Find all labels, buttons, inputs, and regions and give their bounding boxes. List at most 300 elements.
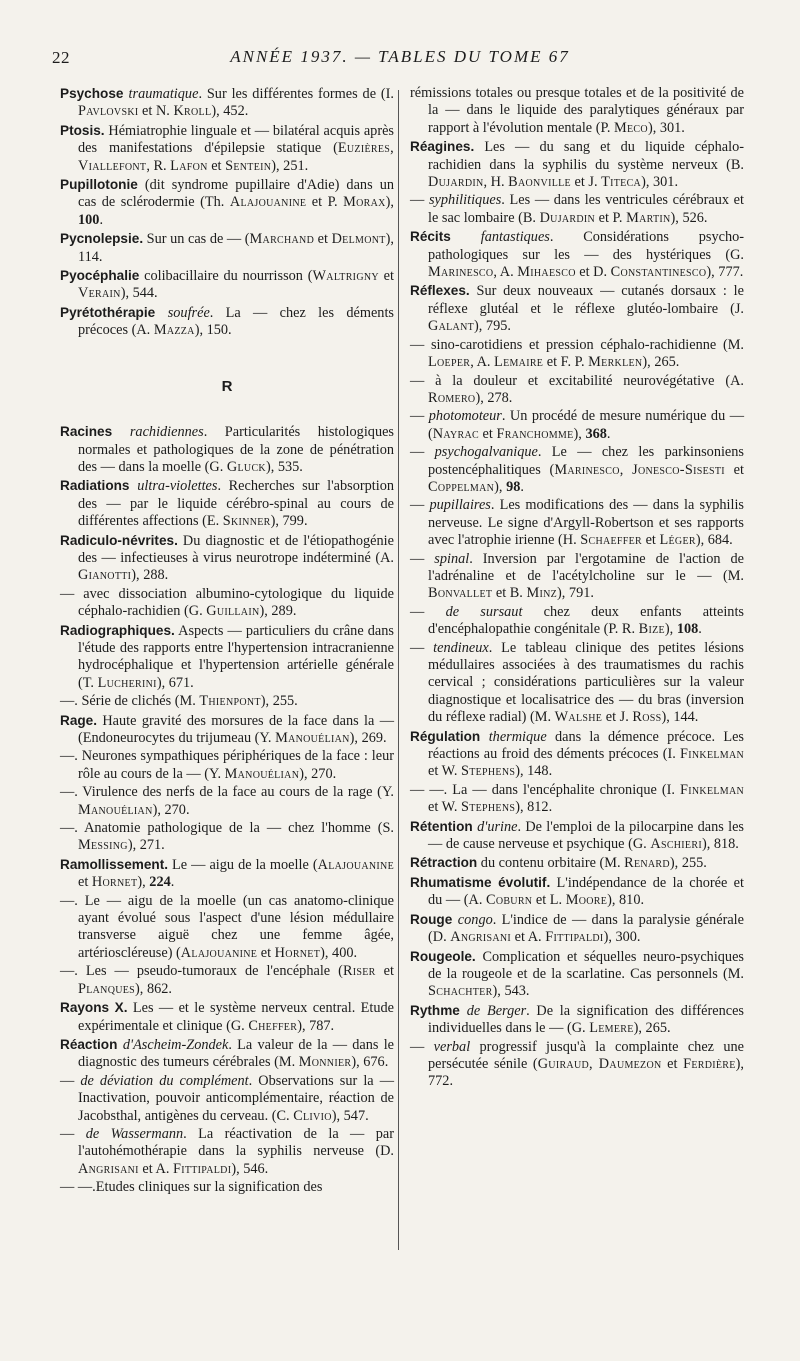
entry-heading: Rhumatisme évolutif.: [410, 874, 551, 890]
author-name: Fittipaldi: [172, 1160, 232, 1177]
entry-text: Sur un cas de — (: [143, 231, 250, 248]
entry-text: . De la signification des différences individuelles dans le — (G.: [428, 1002, 744, 1037]
entry-text: . Observations sur la — Inactivation, pouvoir anticomplémentaire, réaction de Jacobsthal, antigènes du cerveau. (C.: [78, 1072, 395, 1124]
author-name: Titeca: [601, 174, 642, 191]
author-name: Clivio: [293, 1107, 332, 1124]
entry-text: et: [378, 268, 394, 285]
entry-text: —: [60, 1072, 81, 1089]
entry-text: et D.: [575, 264, 611, 281]
author-name: Finkelman: [680, 746, 744, 763]
entry-text: ), 150.: [194, 322, 232, 339]
author-name: Lucherini: [97, 674, 157, 691]
author-name: Monnier: [298, 1054, 352, 1071]
author-name: Aschieri: [650, 836, 702, 853]
author-name: Cheffer: [248, 1017, 298, 1034]
entry-text: . L'indice de — dans la paralysie générale (D.: [428, 911, 744, 946]
entry-text: . Recherches sur l'absorption des — par le liquide cérébro-spinal au cours de différentes affections (E.: [78, 478, 395, 530]
author-name: Skinner: [222, 513, 271, 530]
entry-text: et B.: [492, 585, 527, 602]
entry-text: colibacillaire du nourrisson (: [139, 268, 313, 285]
author-name: Alajouanine: [317, 856, 394, 873]
entry-text: tendineux: [433, 639, 489, 656]
entry-text: thermique: [488, 728, 547, 745]
index-entry: [60, 748, 394, 783]
author-name: Marchand: [249, 231, 315, 248]
author-name: Nayrac: [432, 425, 479, 442]
entry-text: rachidiennes: [129, 424, 204, 441]
index-entry: [410, 282, 744, 335]
entry-heading: Racines: [60, 424, 130, 440]
entry-heading: Rougeole.: [410, 948, 476, 964]
entry-text: Les — du sang et du liquide céphalo-rachidien dans la syphilis du système nerveux (B.: [428, 139, 744, 173]
index-entry: [410, 728, 744, 781]
author-name: Euzières, Viallefont: [78, 140, 394, 174]
author-name: Morax: [343, 194, 386, 211]
author-name: Bize: [638, 621, 665, 638]
entry-text: d'urine: [477, 818, 518, 835]
entry-text: ),: [137, 874, 150, 891]
entry-text: et P.: [595, 209, 627, 226]
author-name: Moore: [565, 892, 608, 909]
entry-text: ), 270.: [152, 801, 190, 818]
author-name: Alajouanine: [180, 944, 258, 961]
entry-text: —: [410, 639, 434, 656]
entry-text: .: [99, 211, 104, 228]
index-entry: [410, 228, 744, 281]
entry-text: Aspects — particuliers du crâne dans l'étude des rapports entre l'hypertension intracranienne hydrocéphalique et l'hypertension artérielle générale (T.: [78, 622, 394, 691]
author-name: Schaeffer: [580, 532, 643, 549]
entry-text: et F. P.: [543, 354, 589, 371]
entry-text: . La réactivation de la — par l'autohémothérapie dans la syphilis nerveuse (D.: [78, 1125, 395, 1160]
index-entry: [60, 230, 394, 266]
entry-text: . La — chez les déments précoces (A.: [78, 304, 394, 339]
entry-text: progressif jusqu'à la complainte chez une persécutée sénile (: [428, 1038, 745, 1072]
entry-text: —. Virulence des nerfs de la face au cours de la rage (Y.: [60, 784, 394, 801]
entry-text: du contenu orbitaire (M.: [477, 855, 625, 872]
entry-heading: Rage.: [60, 712, 98, 728]
section-letter: R: [221, 377, 233, 395]
entry-text: Du diagnostic et de l'étiopathogénie des — infectieuses à virus neurotrope indéterminé (A.: [78, 532, 394, 566]
entry-text: ), 526.: [670, 209, 708, 226]
entry-text: ),: [573, 425, 586, 442]
author-name: Marinesco: [554, 461, 620, 478]
entry-text: ), 278.: [475, 389, 513, 406]
entry-text: Hémiatrophie linguale et — bilatéral acquis après des manifestations d'épilepsie statique (: [78, 122, 394, 157]
entry-text: , R.: [146, 157, 171, 174]
author-name: Constantinesco: [610, 264, 707, 281]
entry-text: ), 255.: [669, 855, 707, 872]
author-name: Lemaire: [494, 354, 544, 371]
author-name: Loeper: [428, 354, 471, 371]
entry-text: ultra-violettes: [137, 478, 218, 495]
author-name: Ferdière: [683, 1055, 736, 1072]
entry-text: —: [410, 192, 429, 209]
author-name: Alajouanine: [229, 194, 307, 211]
entry-text: — —. La — dans l'encéphalite chronique (I.: [410, 781, 681, 798]
entry-text: et J.: [570, 174, 602, 191]
entry-text: ), 265.: [633, 1020, 671, 1037]
index-entry: [60, 784, 394, 819]
entry-heading: Pyrétothérapie: [60, 304, 168, 320]
entry-text: et: [314, 231, 332, 248]
index-entry: [410, 551, 744, 603]
entry-text: Les — et le système nerveux central. Etude expérimentale et clinique (G.: [78, 1000, 394, 1034]
author-name: Guillain: [206, 603, 260, 620]
entry-text: , H.: [483, 174, 509, 191]
index-entry: [60, 85, 394, 121]
entry-text: psychogalvanique: [434, 444, 538, 461]
entry-text: . Le tableau clinique des petites lésions médullaires associées à des traumatismes du rachis cervical ; considérations particulières sur la valeur diagnostique et localisatrice des — du bras (inversion du réflexe radial) (M.: [428, 639, 744, 726]
entry-text: ), 810.: [607, 892, 645, 909]
entry-text: ), 684.: [695, 532, 733, 549]
entry-text: ), 791.: [557, 585, 594, 602]
index-entry: [410, 854, 744, 872]
entry-text: ),: [664, 621, 677, 638]
entry-text: ), 546.: [231, 1160, 269, 1177]
entry-text: photomoteur: [428, 408, 502, 425]
index-entry: [60, 532, 394, 585]
index-entry: [60, 477, 394, 530]
entry-text: verbal: [433, 1038, 471, 1055]
entry-text: ), 255.: [260, 693, 298, 710]
entry-heading: Réaction: [60, 1036, 123, 1052]
author-name: Franchomme: [496, 425, 574, 442]
index-entry: [410, 818, 744, 854]
entry-heading: Récits: [410, 229, 481, 245]
author-name: Angrisani: [450, 929, 512, 946]
entry-text: 98: [506, 478, 521, 495]
entry-text: . La valeur de la — dans le diagnostic des tumeurs cérébrales (M.: [78, 1036, 395, 1071]
entry-text: —: [60, 1125, 86, 1142]
author-name: Dujardin: [428, 174, 484, 191]
author-name: Manouélian: [275, 730, 350, 746]
author-name: Angrisani: [78, 1160, 139, 1177]
entry-text: et J.: [602, 709, 633, 726]
index-entry: [410, 85, 744, 137]
entry-text: Le — aigu de la moelle (: [168, 856, 318, 873]
entry-text: et: [257, 944, 275, 961]
entry-heading: Radiographiques.: [60, 622, 175, 638]
entry-text: d'Ascheim-Zondek: [122, 1036, 229, 1053]
entry-text: de déviation du complément: [80, 1072, 249, 1089]
entry-text: traumatique: [128, 86, 199, 102]
entry-text: .: [170, 874, 175, 891]
entry-heading: Réagines.: [410, 139, 475, 155]
entry-text: —: [410, 408, 429, 425]
entry-text: et A.: [138, 1160, 173, 1177]
entry-text: ), 812.: [515, 799, 553, 816]
index-entry: [60, 1179, 394, 1196]
entry-text: ), 288.: [131, 567, 169, 584]
entry-text: ),: [494, 478, 507, 495]
author-name: Manouélian: [78, 801, 153, 818]
entry-text: ), 265.: [642, 354, 680, 371]
entry-text: —. Les — pseudo-tumoraux de l'encéphale (: [60, 963, 343, 980]
author-name: Stephens: [460, 763, 516, 780]
author-name: Messing: [78, 837, 128, 854]
entry-text: — avec dissociation albumino-cytologique du liquide céphalo-rachidien (G.: [60, 585, 394, 620]
index-entry: [60, 856, 394, 892]
entry-text: ), 289.: [259, 603, 297, 620]
entry-text: spinal: [434, 550, 470, 567]
index-entry: [60, 693, 394, 710]
index-entry: [60, 1073, 394, 1125]
entry-text: L'indépendance de la chorée et du — (A.: [428, 874, 744, 909]
entry-heading: Régulation: [410, 728, 489, 744]
index-entry: [60, 622, 394, 693]
author-name: Gluck: [226, 458, 266, 475]
entry-text: fantastiques: [480, 229, 550, 246]
author-name: Hornet: [91, 874, 138, 891]
author-name: Guiraud, Daumezon: [537, 1055, 662, 1072]
author-name: Schachter: [428, 983, 493, 1000]
entry-text: ), 547.: [331, 1107, 369, 1124]
entry-heading: Rouge: [410, 911, 458, 927]
entry-text: ), 144.: [661, 709, 699, 726]
entry-heading: Psychose: [60, 86, 129, 101]
entry-text: ), 544.: [120, 285, 158, 302]
entry-heading: Rayons X.: [60, 1000, 128, 1016]
author-name: Mazza: [153, 322, 195, 339]
author-name: Bonvallet: [428, 585, 493, 602]
entry-text: de Berger: [466, 1002, 527, 1019]
entry-text: , A.: [470, 354, 495, 371]
entry-text: . De l'emploi de la pilocarpine dans les — de cause nerveuse et psychique (G.: [428, 818, 744, 853]
author-name: Hornet: [274, 944, 321, 961]
entry-text: et L.: [532, 892, 566, 909]
entry-text: et: [724, 461, 744, 478]
entry-text: —. Neurones sympathiques périphériques de la face : leur rôle au cours de la — (Y.: [60, 748, 394, 782]
entry-heading: Rythme: [410, 1002, 467, 1018]
author-name: Verain: [78, 285, 121, 302]
author-name: Riser: [342, 963, 376, 980]
entry-text: . Particularités histologiques normales et pathologiques de la zone de pénétration des — dans la moelle (G.: [78, 424, 394, 475]
entry-heading: Pyocéphalie: [60, 268, 140, 284]
author-name: Baonville: [508, 174, 571, 191]
entry-text: ), 535.: [265, 458, 303, 475]
entry-text: et: [661, 1055, 684, 1072]
entry-text: soufrée: [167, 304, 210, 321]
entry-text: et W.: [428, 763, 461, 780]
index-entry: [410, 604, 744, 639]
entry-heading: Ptosis.: [60, 122, 105, 138]
author-name: Romero: [428, 389, 476, 406]
entry-text: —. Anatomie pathologique de la — chez l'homme (S.: [60, 820, 394, 837]
entry-text: et: [207, 157, 226, 174]
entry-text: rémissions totales ou presque totales et de la positivité de la — dans le liquide des paralytiques généraux par rapport à l'évolution mentale (P.: [410, 85, 744, 136]
entry-text: ), 787.: [297, 1017, 335, 1034]
index-entry: [410, 408, 744, 443]
entry-text: ), 300.: [603, 929, 641, 946]
entry-text: 368: [585, 425, 607, 442]
entry-text: ), 862.: [135, 980, 172, 997]
entry-text: ), 818.: [701, 836, 739, 853]
entry-text: ), 400.: [320, 944, 358, 961]
entry-text: ), 543.: [492, 983, 530, 1000]
author-name: Planques: [78, 980, 136, 997]
index-entry: [60, 999, 394, 1035]
index-entry: [60, 423, 394, 476]
entry-text: et W.: [428, 799, 461, 816]
entry-text: —. Série de clichés (M.: [60, 693, 200, 710]
author-name: Stephens: [460, 799, 516, 816]
index-entry: [60, 122, 394, 175]
entry-text: ), 772.: [428, 1055, 744, 1090]
author-name: Coppelman: [428, 478, 495, 495]
entry-heading: Pycnolepsie.: [60, 231, 144, 247]
entry-text: ), 114.: [78, 231, 394, 265]
entry-text: et: [642, 532, 660, 549]
index-entry: [410, 337, 744, 372]
entry-text: et A.: [511, 929, 546, 946]
index-entry: [60, 176, 394, 229]
entry-text: — —.Etudes cliniques sur la signification des: [60, 1179, 323, 1196]
author-name: Fittipaldi: [545, 929, 604, 946]
index-entry: [410, 192, 744, 227]
entry-heading: Radiations: [60, 478, 138, 494]
author-name: Mihaesco: [517, 264, 576, 281]
index-entry: [60, 586, 394, 621]
index-entry: [410, 1039, 744, 1091]
entry-text: et N.: [138, 103, 174, 120]
right-column: [410, 85, 744, 1092]
index-entry: [60, 963, 394, 998]
index-entry: [410, 640, 744, 727]
index-entry: [60, 1036, 394, 1072]
author-name: Meco: [614, 119, 648, 136]
index-entry: [60, 304, 394, 340]
entry-text: . Sur les différentes formes de (I.: [198, 86, 394, 102]
entry-text: 108: [676, 621, 699, 638]
entry-text: ), 269.: [349, 730, 387, 746]
author-name: Merklen: [588, 354, 643, 371]
author-name: Marinesco: [428, 264, 494, 281]
entry-text: chez deux enfants atteints d'encéphalopathie congénitale (P. R.: [428, 603, 744, 638]
entry-text: ), 795.: [474, 318, 511, 335]
index-entry: [410, 373, 744, 408]
entry-text: . Considérations psycho-pathologiques sur les — des hystériques (G.: [428, 229, 745, 263]
entry-text: ), 301.: [641, 174, 679, 191]
author-name: Kroll: [173, 103, 212, 120]
entry-text: pupillaires: [429, 497, 491, 514]
index-entry: [410, 874, 744, 910]
entry-text: 224: [149, 874, 171, 891]
author-name: Martin: [626, 209, 671, 226]
entry-text: et: [78, 874, 92, 891]
author-name: Delmont: [331, 231, 386, 248]
entry-text: — à la douleur et excitabilité neurovégétative (A.: [410, 372, 744, 389]
entry-text: syphilitiques: [428, 192, 502, 209]
entry-text: ), 452.: [211, 103, 249, 120]
entry-text: Complication et séquelles neuro-psychiques de la rougeole et de la scarlatine. Cas personnels (M.: [428, 948, 744, 982]
entry-text: ),: [385, 194, 395, 211]
author-name: Waltrigny: [312, 268, 379, 285]
index-entry: [60, 712, 394, 748]
author-name: Thienpont: [199, 693, 261, 710]
entry-text: —: [410, 444, 435, 461]
entry-text: —: [410, 550, 435, 567]
author-name: Lemere: [589, 1020, 634, 1037]
entry-text: ), 148.: [515, 763, 553, 780]
entry-text: Haute gravité des morsures de la face dans la — (Endoneurocytes du trijumeau (Y.: [78, 712, 394, 746]
index-entry: [410, 782, 744, 817]
author-name: Léger: [659, 532, 696, 549]
entry-text: —: [410, 603, 446, 620]
index-entry: [410, 911, 744, 947]
author-name: Renard: [624, 855, 670, 872]
entry-text: congo: [457, 911, 493, 928]
index-entry: [60, 893, 394, 963]
entry-text: ,: [619, 461, 633, 478]
entry-text: ), 271.: [127, 837, 165, 854]
author-name: Pavlovski: [78, 103, 139, 120]
entry-text: . Les modifications des — dans la syphilis nerveuse. Le signe d'Argyll-Robertson et ses rapports avec l'atrophie irienne (H.: [428, 497, 744, 549]
author-name: Coburn: [485, 892, 533, 909]
entry-text: ), 301.: [647, 119, 685, 136]
entry-text: . Le — chez les parkinsoniens postencéphalitiques (: [428, 444, 744, 478]
entry-text: — sino-carotidiens et pression céphalo-rachidienne (M.: [410, 336, 744, 353]
entry-text: —: [410, 497, 430, 514]
author-name: Gianotti: [78, 567, 132, 584]
author-name: Finkelman: [680, 781, 744, 798]
index-entry: [60, 1126, 394, 1178]
entry-text: —. Le — aigu de la moelle (un cas anatomo-clinique ayant évolué sous l'aspect d'une lésion médullaire transverse aiguë chez une femme âgée, artérioscléreuse) (: [60, 892, 394, 961]
entry-text: et: [478, 425, 497, 442]
left-column: [60, 85, 394, 1198]
entry-heading: Rétraction: [410, 855, 478, 871]
entry-text: (dit syndrome pupillaire d'Adie) dans un cas de sclérodermie (Th.: [78, 177, 394, 211]
entry-text: dans la démence précoce. Les réactions au froid des déments précoces (I.: [428, 728, 744, 763]
entry-text: ), 676.: [351, 1054, 389, 1071]
index-entry: [60, 267, 394, 303]
entry-heading: Ramollissement.: [60, 856, 169, 872]
entry-text: de sursaut: [445, 603, 523, 620]
entry-text: . Inversion par l'ergotamine de l'action de l'adrénaline et de l'acétylcholine sur le — (M.: [428, 550, 744, 584]
entry-text: . Un procédé de mesure numérique du — (: [428, 408, 744, 442]
index-entry: [60, 820, 394, 855]
author-name: Minz: [526, 585, 558, 602]
index-entry: [410, 497, 744, 549]
column-divider: [398, 90, 399, 1250]
entry-heading: Radiculo-névrites.: [60, 532, 178, 548]
entry-text: ), 799.: [270, 513, 308, 530]
index-entry: [410, 1002, 744, 1038]
entry-heading: Rétention: [410, 818, 478, 834]
author-name: Sentein: [225, 157, 272, 174]
entry-text: Sur deux nouveaux — cutanés dorsaux : le réflexe glutéal et le réflexe glutéo-lombaire (J.: [428, 283, 744, 317]
entry-text: .: [698, 621, 702, 638]
entry-text: ), 777.: [706, 264, 744, 281]
author-name: Lafon: [170, 157, 208, 174]
page-number: 22: [52, 48, 70, 67]
index-entry: [410, 138, 744, 191]
author-name: Ross: [632, 709, 662, 726]
entry-text: .: [520, 478, 524, 495]
author-name: Walshe: [554, 709, 603, 726]
entry-text: et P.: [306, 194, 344, 211]
entry-text: ), 270.: [299, 765, 337, 782]
entry-text: .: [606, 425, 611, 442]
running-head: ANNÉE 1937. — TABLES DU TOME 67: [230, 47, 570, 66]
index-entry: [410, 444, 744, 496]
index-entry: [410, 948, 744, 1001]
entry-text: . Les — dans les ventricules cérébraux et le sac lombaire (B.: [428, 192, 745, 226]
author-name: Galant: [428, 318, 475, 335]
author-name: Dujardin: [539, 209, 596, 226]
entry-text: ), 251.: [271, 157, 309, 174]
author-name: Manouélian: [224, 765, 300, 782]
entry-text: 100: [78, 211, 100, 228]
